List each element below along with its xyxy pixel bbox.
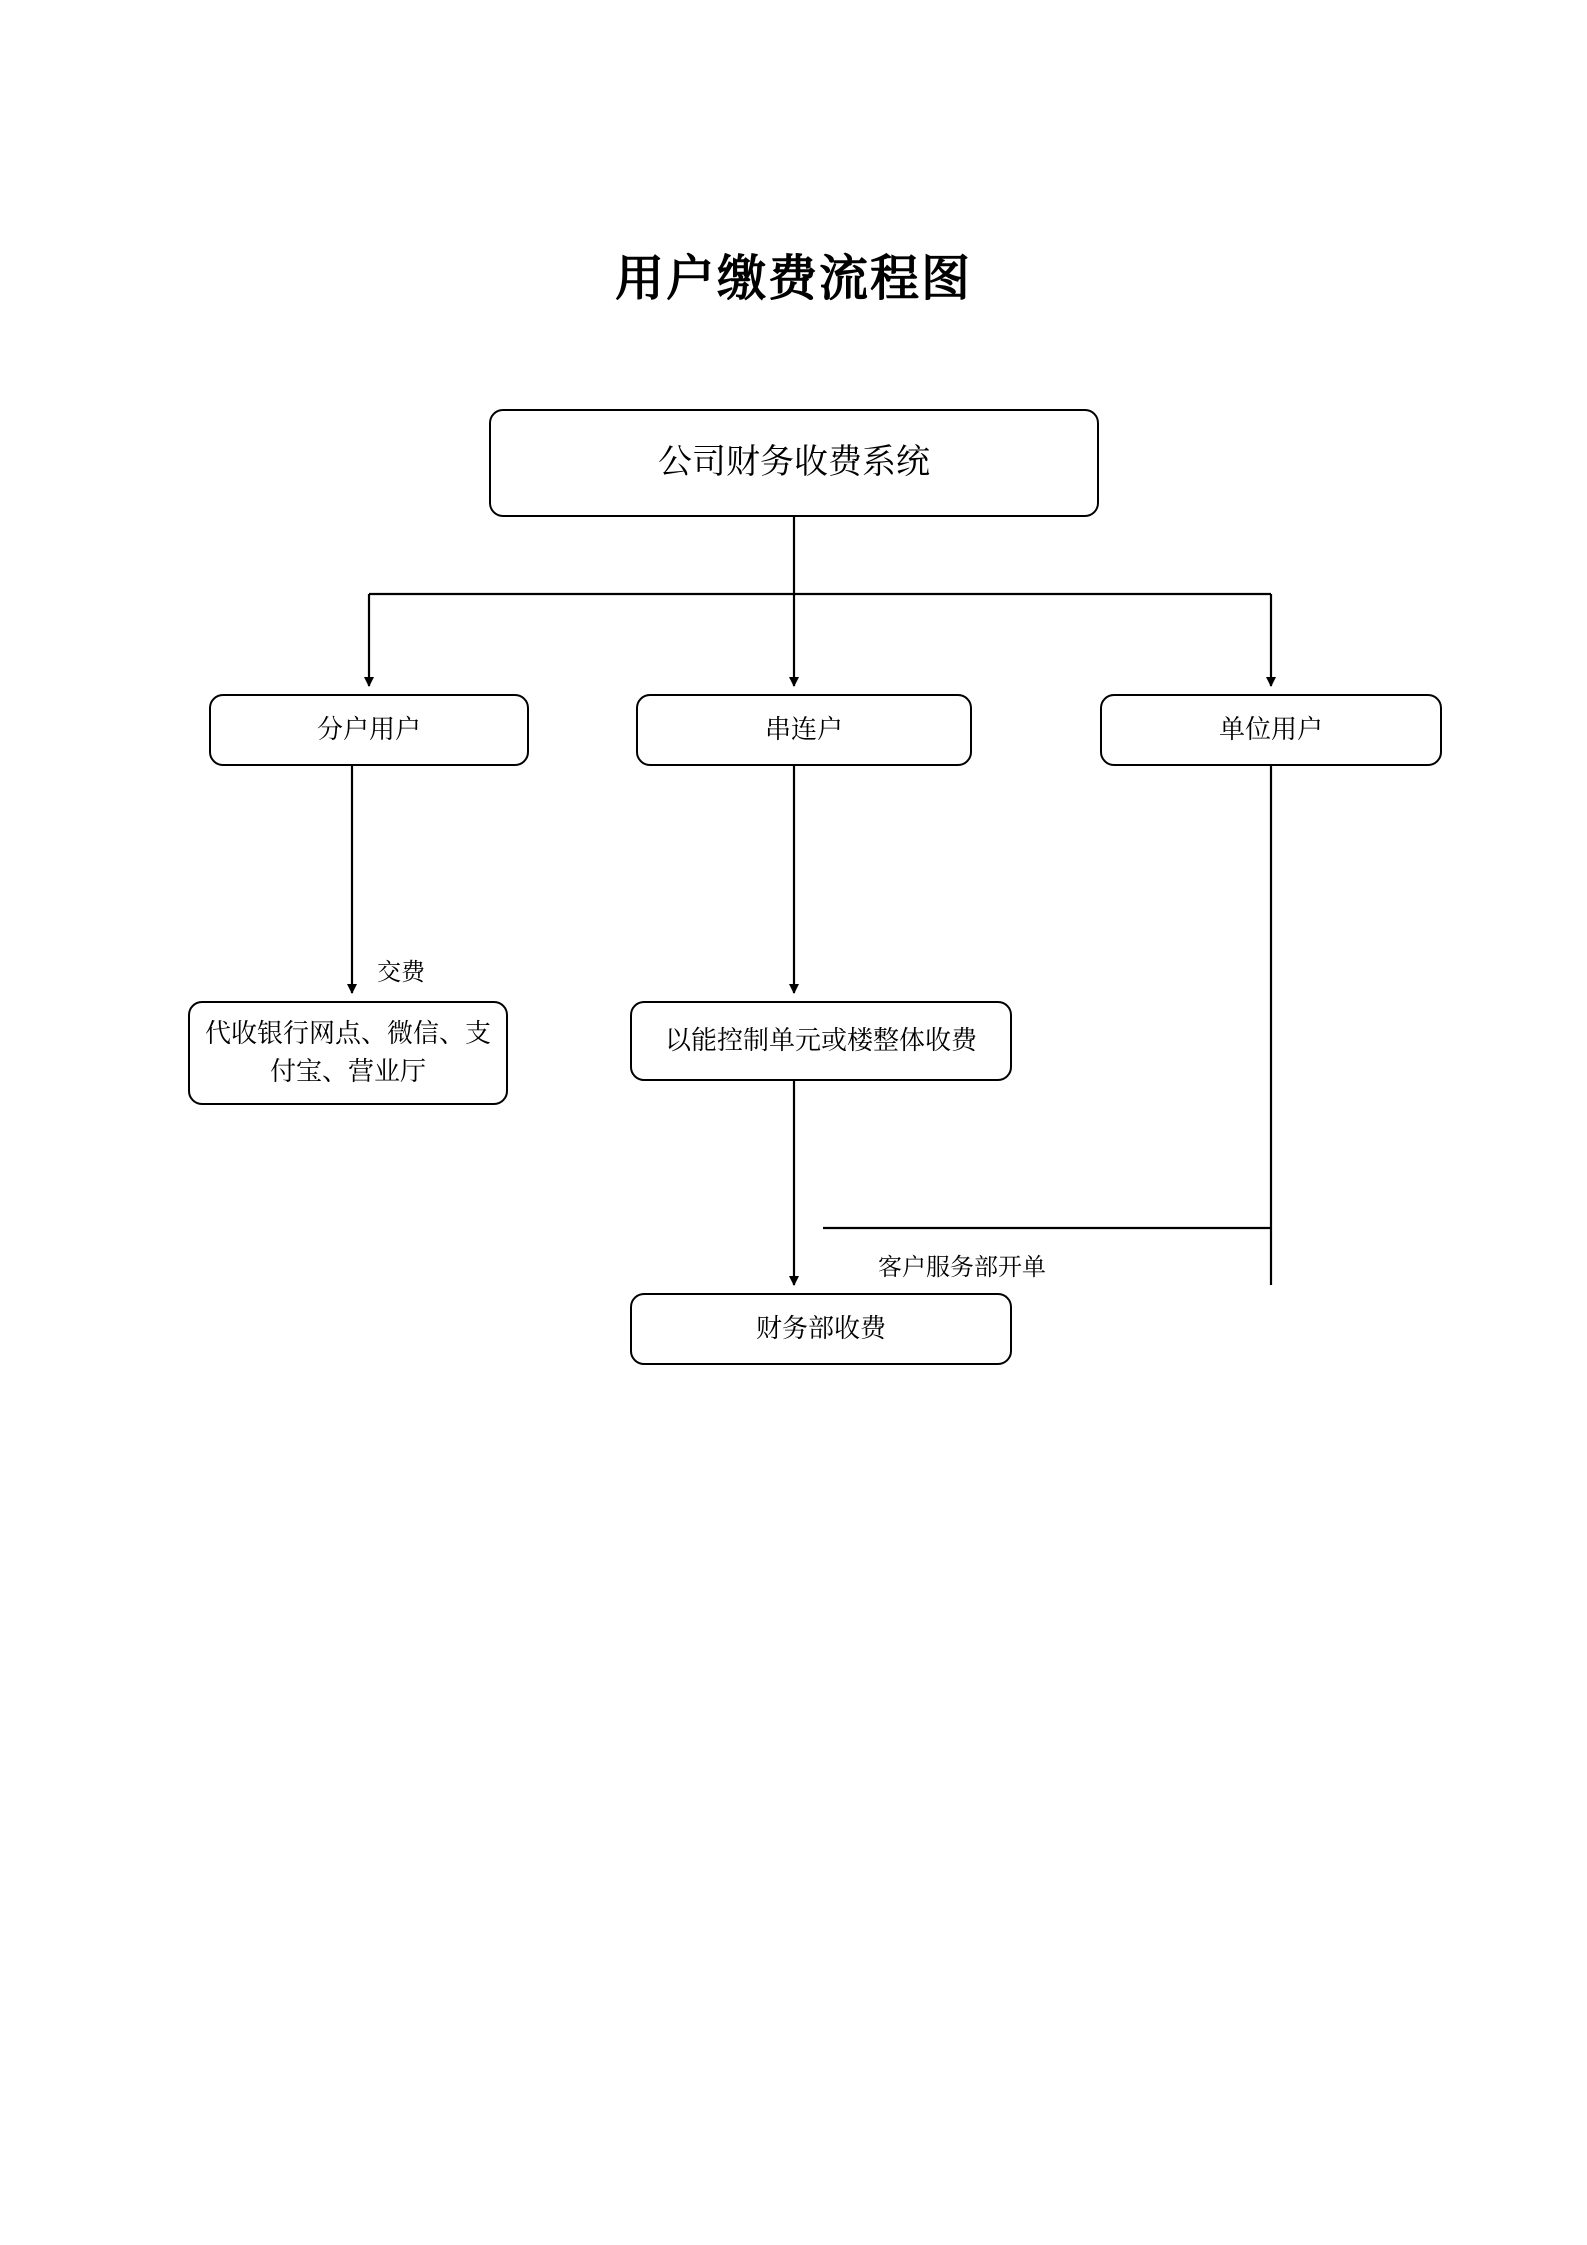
node-label: 财务部收费	[755, 1314, 886, 1344]
node-organization-user[interactable]	[1100, 694, 1442, 766]
node-label: 以能控制单元或楼整体收费	[664, 1026, 977, 1056]
edge-label-customer-service-billing: 客户服务部开单	[878, 1255, 1046, 1281]
node-split-household-user[interactable]	[209, 694, 529, 766]
node-label: 公司财务收费系统	[658, 444, 930, 482]
node-label: 串连户	[764, 715, 843, 745]
node-company-finance-system[interactable]	[489, 409, 1099, 517]
edge-label-pay: 交费	[377, 960, 425, 986]
node-unit-or-building-charging[interactable]	[630, 1001, 1012, 1081]
page-title: 用户缴费流程图	[614, 251, 972, 306]
node-label: 代收银行网点、微信、支付宝、营业厅	[204, 1019, 491, 1086]
node-finance-department-charging[interactable]	[630, 1293, 1012, 1365]
node-serial-household[interactable]	[636, 694, 972, 766]
node-label: 单位用户	[1218, 715, 1323, 745]
node-payment-channels[interactable]	[188, 1001, 508, 1105]
node-label: 分户用户	[316, 715, 421, 745]
